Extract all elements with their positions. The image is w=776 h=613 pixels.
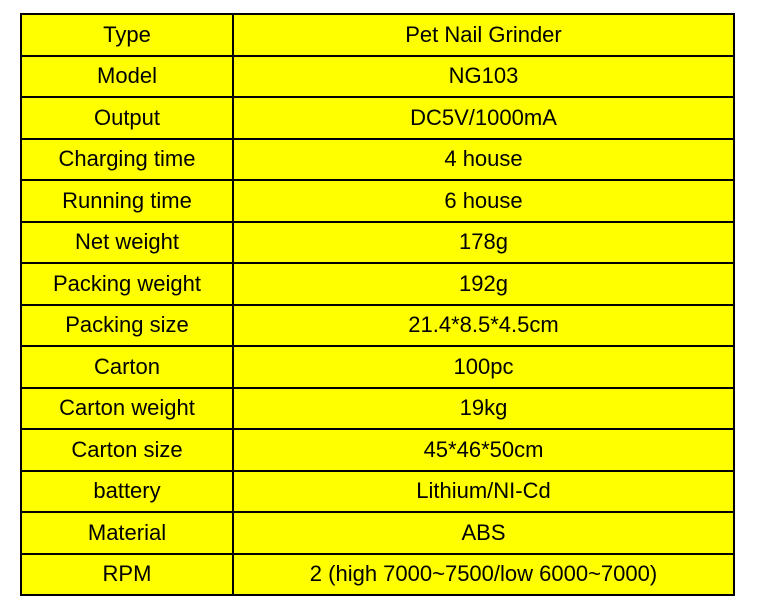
row-label: Output <box>21 97 233 139</box>
table-row <box>21 14 734 56</box>
row-label: Model <box>21 56 233 98</box>
row-label: Carton weight <box>21 388 233 430</box>
table-row <box>21 139 734 181</box>
row-value: 6 house <box>233 180 734 222</box>
row-label: Carton <box>21 346 233 388</box>
row-label: Net weight <box>21 222 233 264</box>
row-value: Lithium/NI-Cd <box>233 471 734 513</box>
table-row <box>21 554 734 596</box>
row-value: 178g <box>233 222 734 264</box>
table-row <box>21 180 734 222</box>
row-value: 4 house <box>233 139 734 181</box>
row-value: 45*46*50cm <box>233 429 734 471</box>
table-row <box>21 388 734 430</box>
table-row <box>21 56 734 98</box>
row-value: 100pc <box>233 346 734 388</box>
row-label: Packing size <box>21 305 233 347</box>
row-value: DC5V/1000mA <box>233 97 734 139</box>
row-label: battery <box>21 471 233 513</box>
row-label: Carton size <box>21 429 233 471</box>
row-label: Type <box>21 14 233 56</box>
table-row <box>21 263 734 305</box>
table-row <box>21 305 734 347</box>
row-label: Material <box>21 512 233 554</box>
table-row <box>21 222 734 264</box>
table-row <box>21 429 734 471</box>
table-row <box>21 512 734 554</box>
spec-table-container <box>20 13 733 596</box>
table-row <box>21 471 734 513</box>
row-label: Packing weight <box>21 263 233 305</box>
row-label: RPM <box>21 554 233 596</box>
row-value: NG103 <box>233 56 734 98</box>
table-row <box>21 346 734 388</box>
row-label: Running time <box>21 180 233 222</box>
row-value: 21.4*8.5*4.5cm <box>233 305 734 347</box>
row-value: ABS <box>233 512 734 554</box>
row-value: 192g <box>233 263 734 305</box>
spec-table <box>20 13 735 596</box>
table-row <box>21 97 734 139</box>
row-value: 19kg <box>233 388 734 430</box>
row-value: Pet Nail Grinder <box>233 14 734 56</box>
row-value: 2 (high 7000~7500/low 6000~7000) <box>233 554 734 596</box>
row-label: Charging time <box>21 139 233 181</box>
